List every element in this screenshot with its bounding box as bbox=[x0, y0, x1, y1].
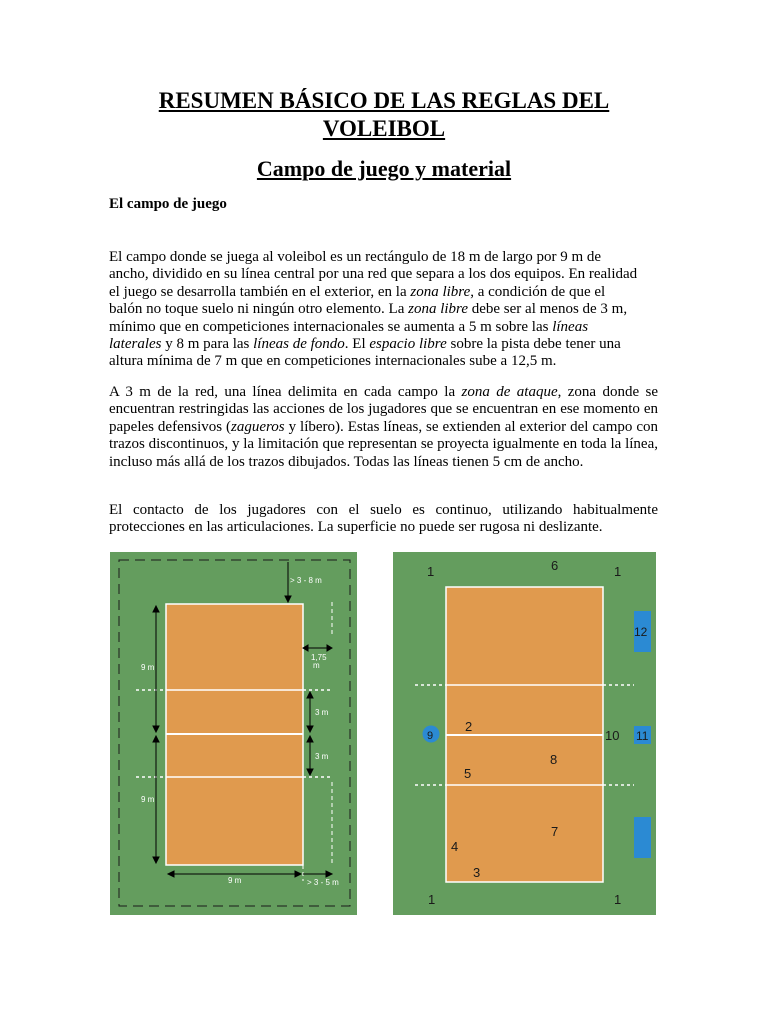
label-half-bottom: 9 m bbox=[141, 795, 155, 804]
label-free-zone-side: > 3 - 5 m bbox=[307, 878, 339, 887]
p1-text: altura mínima de 7 m que en competiciones internacionales sube a 12,5 m. bbox=[109, 353, 557, 370]
court-dimensions-diagram bbox=[110, 552, 357, 915]
p1-italic: zona libre bbox=[410, 283, 471, 300]
document-title-line2: VOLEIBOL bbox=[322, 116, 446, 141]
label-3: 3 bbox=[473, 865, 481, 880]
paragraph-2 bbox=[109, 384, 658, 471]
label-top-right: 1 bbox=[614, 564, 622, 579]
label-top-center: 6 bbox=[551, 558, 559, 573]
p1-text: y 8 m para las bbox=[161, 336, 254, 353]
p1-text: , a condición de que el bbox=[470, 283, 606, 300]
p1-text: balón no toque suelo ni ningún otro elemento. La bbox=[109, 301, 409, 318]
label-8: 8 bbox=[550, 752, 558, 767]
label-5: 5 bbox=[464, 766, 472, 781]
label-half-top: 9 m bbox=[141, 663, 155, 672]
p1-text: . El bbox=[344, 336, 370, 353]
paragraph-1 bbox=[109, 249, 658, 371]
p1-line2: ancho, dividido en su línea central por una red que separa a los dos equipos. En realidad bbox=[109, 266, 638, 283]
label-12: 12 bbox=[634, 625, 648, 639]
substitution-zone-bottom bbox=[634, 817, 651, 858]
court-positions-diagram bbox=[393, 552, 656, 915]
p1-text: debe ser al menos de 3 m, bbox=[467, 301, 628, 318]
p1-text: sobre la pista debe tener una bbox=[446, 336, 621, 353]
label-9: 9 bbox=[427, 730, 434, 742]
p2-text: y líbero). Estas líneas, se extienden al exterior del campo con trazos discontinuos, y la limitación que representan se proyecta igualmente en toda la línea, incluso más allá de los trazos dibujados. Todas las líneas tienen 5 cm de ancho. bbox=[109, 418, 658, 470]
paragraph-3: El contacto de los jugadores con el suelo es continuo, utilizando habitualmente protecciones en las articulaciones. La superficie no puede ser rugosa ni deslizante. bbox=[109, 502, 658, 536]
p1-line1: El campo donde se juega al voleibol es un rectángulo de 18 m de largo por 9 m de bbox=[109, 249, 602, 265]
p2-italic: zona de ataque bbox=[461, 384, 558, 400]
label-width: 9 m bbox=[228, 876, 242, 885]
label-7: 7 bbox=[551, 824, 559, 839]
p1-italic: zona libre bbox=[408, 301, 468, 318]
subsection-title: El campo de juego bbox=[109, 196, 227, 212]
p1-italic: laterales bbox=[109, 336, 162, 353]
label-11: 11 bbox=[636, 729, 649, 743]
p2-italic: zagueros bbox=[231, 418, 285, 435]
label-bottom-right: 1 bbox=[614, 892, 622, 907]
label-attack-top: 3 m bbox=[315, 708, 329, 717]
section-title: Campo de juego y material bbox=[256, 156, 512, 181]
label-175-bottom: m bbox=[313, 661, 320, 670]
p2-text: , zona donde se encuentran restringidas las acciones de los jugadores que se encuentran en ese momento en papeles defensivos ( bbox=[109, 384, 659, 435]
document-title-line1: RESUMEN BÁSICO DE LAS REGLAS DEL bbox=[158, 88, 610, 113]
label-4: 4 bbox=[451, 839, 459, 854]
label-free-zone-back: > 3 - 8 m bbox=[290, 576, 322, 585]
p2-text: A 3 m de la red, una línea delimita en cada campo la bbox=[109, 384, 462, 400]
p1-text: el juego se desarrolla también en el exterior, en la bbox=[109, 283, 411, 300]
p1-text: mínimo que en competiciones internacionales se aumenta a 5 m sobre las bbox=[109, 318, 553, 335]
label-10: 10 bbox=[605, 728, 620, 743]
label-top-left: 1 bbox=[427, 564, 435, 579]
label-attack-bottom: 3 m bbox=[315, 752, 329, 761]
label-2: 2 bbox=[465, 719, 473, 734]
p1-italic: líneas de fondo bbox=[253, 336, 345, 353]
label-bottom-left: 1 bbox=[428, 892, 436, 907]
p1-italic: espacio libre bbox=[369, 336, 447, 353]
p1-italic: líneas bbox=[552, 318, 589, 335]
label-175-top: 1,75 bbox=[311, 653, 327, 662]
